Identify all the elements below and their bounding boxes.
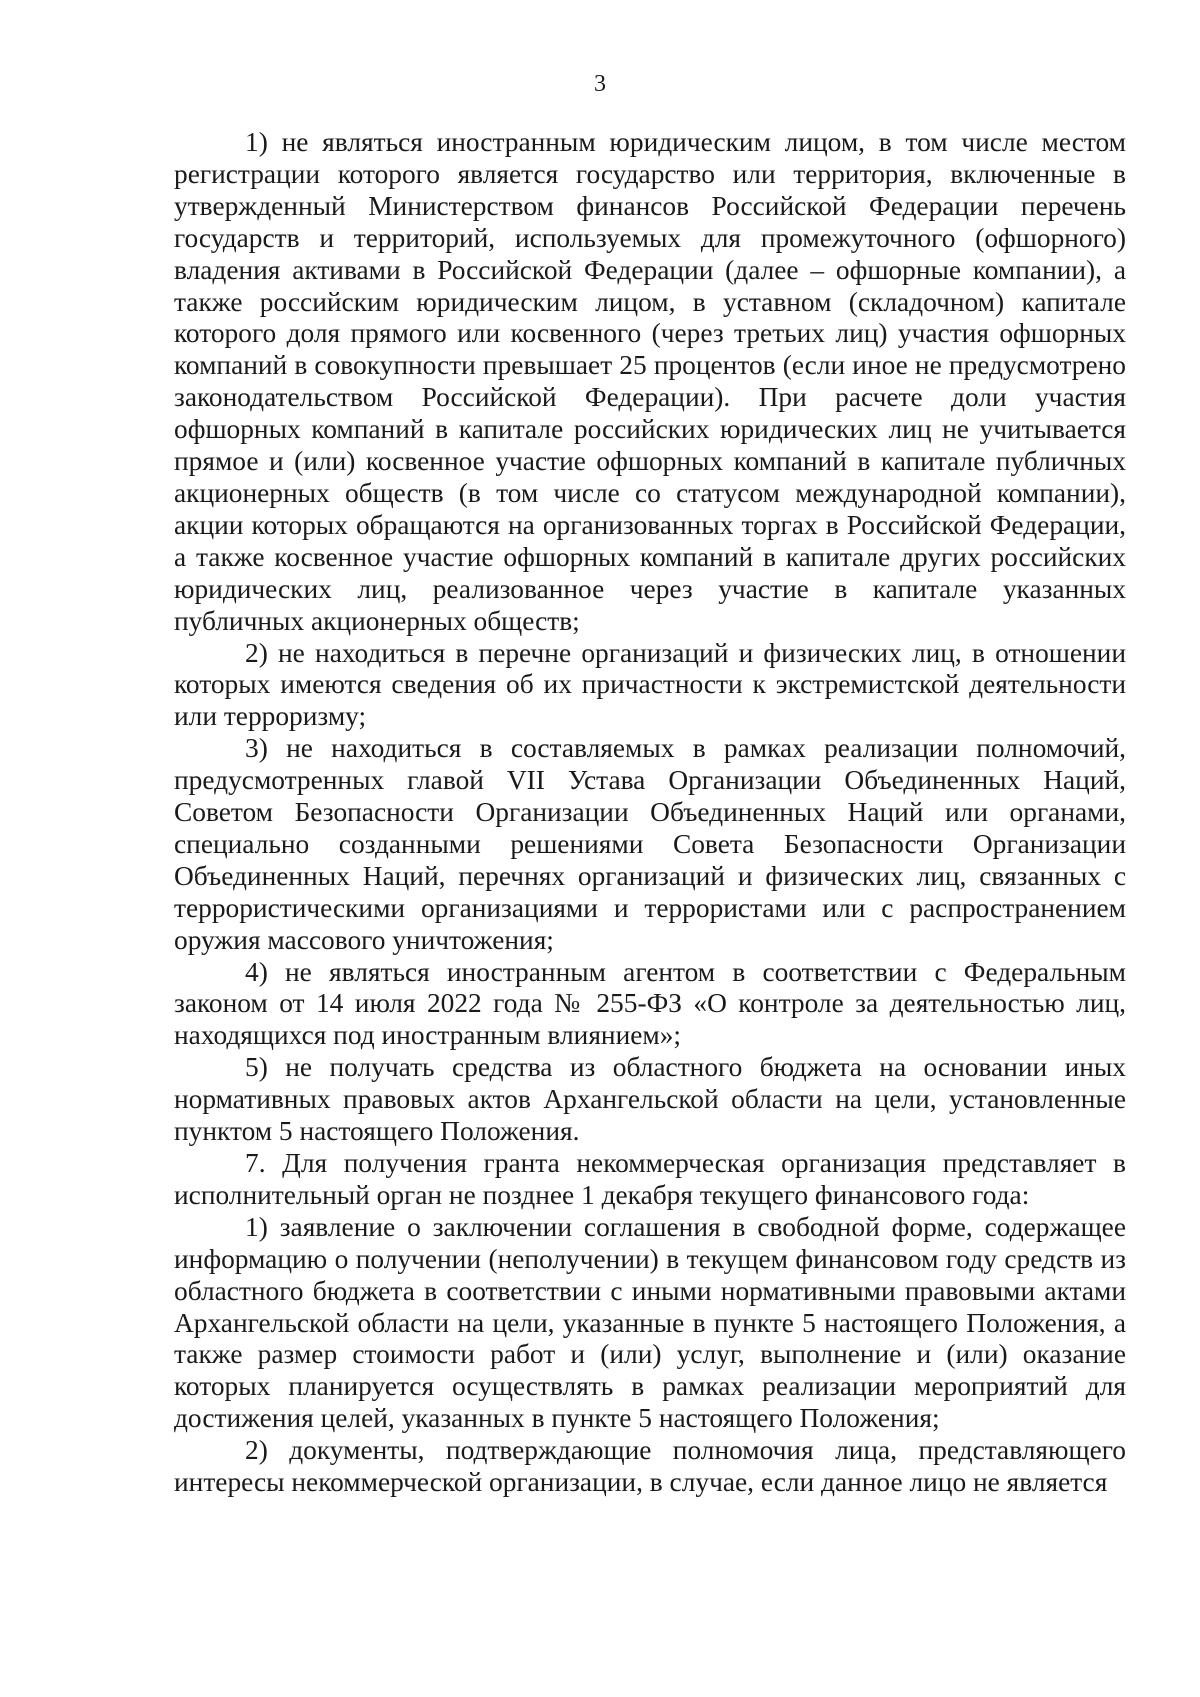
- paragraph-section-7: 7. Для получения гранта некоммерческая организация представляет в исполнительный орган не позднее 1 декабря текущего финансового года:: [174, 1148, 1126, 1210]
- document-body: [174, 127, 1126, 1499]
- paragraph-item-2-documents: 2) документы, подтверждающие полномочия лица, представляющего интересы некоммерческой организации, в случае, если данное лицо не является: [174, 1435, 1126, 1498]
- paragraph-item-2-extremism: 2) не находиться в перечне организаций и физических лиц, в отношении которых имеются сведения об их причастности к экстремистской деятельности или терроризму;: [174, 637, 1126, 732]
- page-number: 3: [594, 71, 606, 97]
- paragraph-item-1-offshore: 1) не являться иностранным юридическим лицом, в том числе местом регистрации которого является государство или территория, включенные в утвержденный Министерством финансов Российской Федерации перечень государств и территорий, используемых для промежуточного (офшорного) владения активами в Российской Федерации (далее – офшорные компании), а также российским юридическим лицом, в уставном (складочном) капитале которого доля прямого или косвенного (через третьих лиц) участия офшорных компаний в совокупности превышает 25 процентов (если иное не предусмотрено законодательством Российской Федерации). При расчете доли участия офшорных компаний в капитале российских юридических лиц не учитывается прямое и (или) косвенное участие офшорных компаний в капитале публичных акционерных обществ (в том числе со статусом международной компании), акции которых обращаются на организованных торгах в Российской Федерации, а также косвенное участие офшорных компаний в капитале других российских юридических лиц, реализованное через участие в капитале указанных публичных акционерных обществ;: [174, 127, 1126, 636]
- paragraph-item-4-foreign-agent: 4) не являться иностранным агентом в соответствии с Федеральным законом от 14 июля 2022 года № 255-ФЗ «О контроле за деятельностью лиц, находящихся под иностранным влиянием»;: [174, 956, 1126, 1051]
- paragraph-item-5-regional-budget: 5) не получать средства из областного бюджета на основании иных нормативных правовых актов Архангельской области на цели, установленные пунктом 5 настоящего Положения.: [174, 1052, 1126, 1147]
- paragraph-item-1-application: 1) заявление о заключении соглашения в свободной форме, содержащее информацию о получении (неполучении) в текущем финансовом году средств из областного бюджета в соответствии с иными нормативными правовыми актами Архангельской области на цели, указанные в пункте 5 настоящего Положения, а также размер стоимости работ и (или) услуг, выполнение и (или) оказание которых планируется осуществлять в рамках реализации мероприятий для достижения целей, указанных в пункте 5 настоящего Положения;: [174, 1211, 1126, 1434]
- paragraph-item-3-un-lists: 3) не находиться в составляемых в рамках реализации полномочий, предусмотренных главой VII Устава Организации Объединенных Наций, Советом Безопасности Организации Объединенных Наций или органами, специально созданными решениями Совета Безопасности Организации Объединенных Наций, перечнях организаций и физических лиц, связанных с террористическими организациями и террористами или с распространением оружия массового уничтожения;: [174, 733, 1126, 955]
